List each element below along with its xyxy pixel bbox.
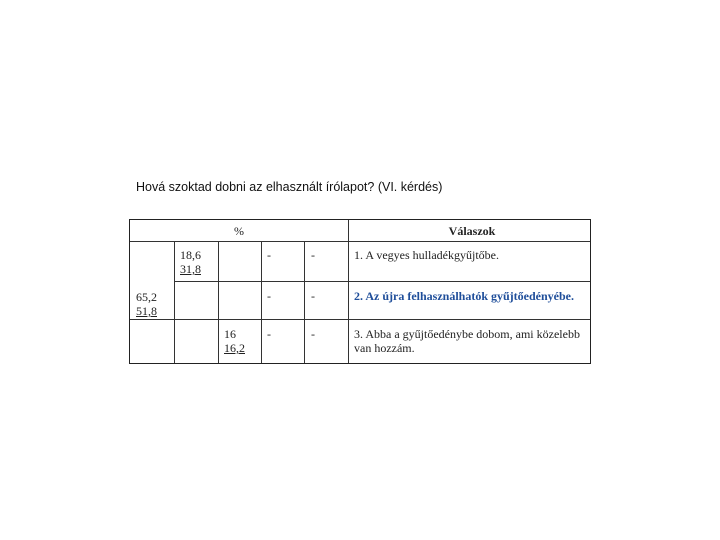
row2-dash-b: -	[311, 289, 315, 303]
col3-divider	[261, 241, 262, 363]
answer-3-line2: van hozzám.	[354, 341, 415, 355]
row3-value-bottom: 16,2	[224, 341, 245, 355]
row2-dash-a: -	[267, 289, 271, 303]
row1-dash-b: -	[311, 248, 315, 262]
answers-header: Válaszok	[448, 224, 496, 238]
col4-divider	[304, 241, 305, 363]
header-divider	[130, 241, 590, 242]
row1-value-top: 18,6	[180, 248, 201, 262]
answer-2: 2. Az újra felhasználhatók gyűjtőedényébe.	[354, 289, 574, 303]
row3-dash-a: -	[267, 327, 271, 341]
survey-table	[129, 219, 591, 364]
row1-dash-a: -	[267, 248, 271, 262]
row2-value-bottom: 51,8	[136, 304, 157, 318]
row1-divider	[174, 281, 590, 282]
answer-3-line1: 3. Abba a gyűjtőedénybe dobom, ami közelebb	[354, 327, 580, 341]
row3-dash-b: -	[311, 327, 315, 341]
col5-divider	[348, 220, 349, 363]
col1-divider	[174, 241, 175, 363]
row2-divider	[130, 319, 590, 320]
question-title: Hová szoktad dobni az elhasznált írólapot? (VI. kérdés)	[136, 180, 443, 194]
row2-value-top: 65,2	[136, 290, 157, 304]
col2-divider	[218, 241, 219, 363]
percent-header: %	[234, 224, 244, 238]
row1-value-bottom: 31,8	[180, 262, 201, 276]
row3-value-top: 16	[224, 327, 236, 341]
answer-1: 1. A vegyes hulladékgyűjtőbe.	[354, 248, 499, 262]
